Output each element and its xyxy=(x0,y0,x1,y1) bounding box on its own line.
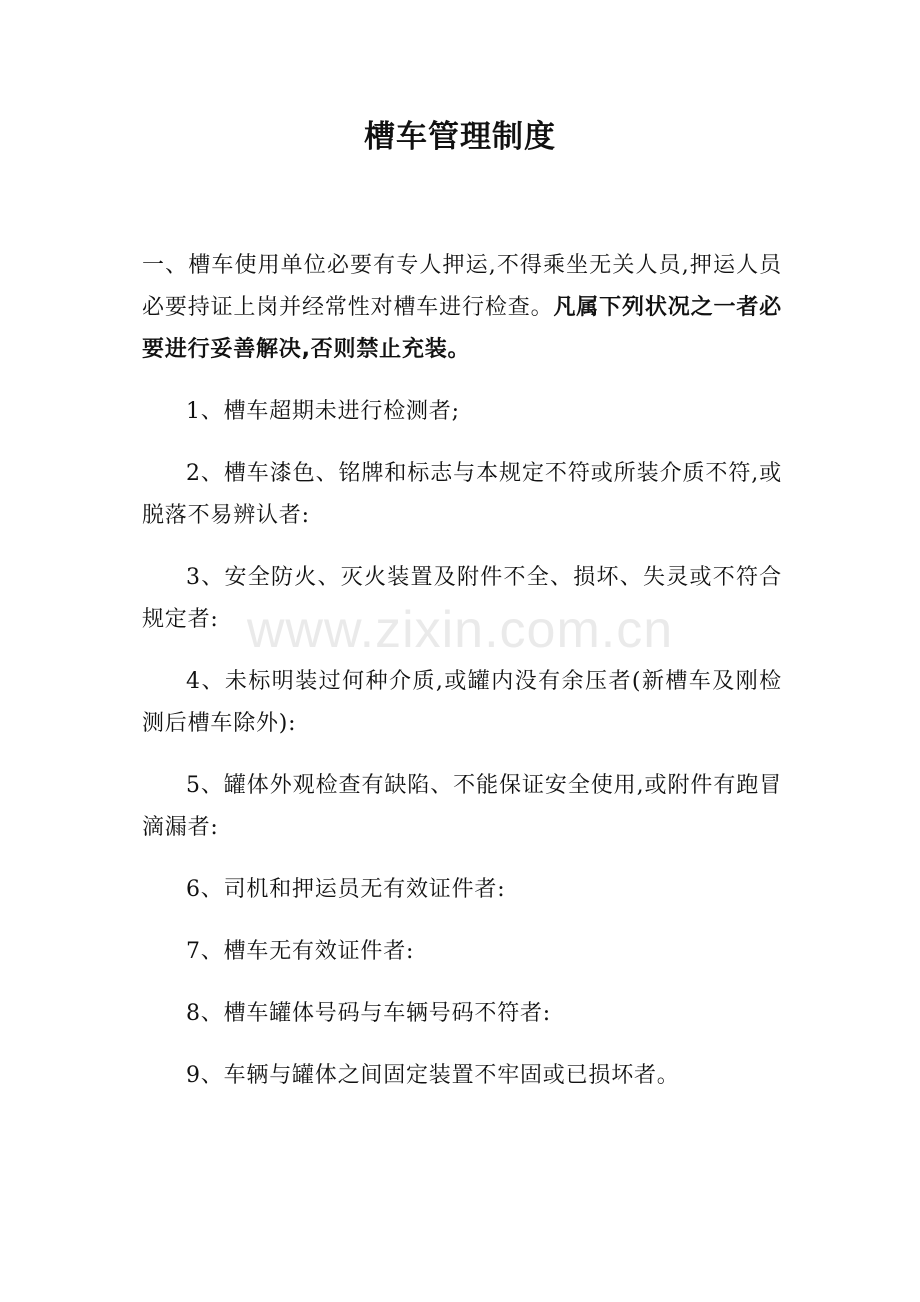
document-title: 槽车管理制度 xyxy=(364,119,556,155)
list-item-4: 4、未标明装过何种介质,或罐内没有余压者(新槽车及刚检测后槽车除外): xyxy=(142,669,782,736)
list-item-9: 9、车辆与罐体之间固定装置不牢固或已损坏者。 xyxy=(186,1063,680,1088)
list-item-8: 8、槽车罐体号码与车辆号码不符者: xyxy=(186,1001,552,1026)
document-body xyxy=(142,245,782,1117)
intro-bold-text: 凡属下列状况之一者必要进行妥善解决,否则禁止充装。 xyxy=(142,295,782,362)
intro-text: 一、槽车使用单位必要有专人押运,不得乘坐无关人员,押运人员必要持证上岗并经常性对槽车进行检查。 xyxy=(142,253,782,320)
list-item-6: 6、司机和押运员无有效证件者: xyxy=(186,877,506,902)
watermark: www.zixin.com.cn xyxy=(246,601,674,659)
list-item-2: 2、槽车漆色、铭牌和标志与本规定不符或所装介质不符,或脱落不易辨认者: xyxy=(142,461,782,528)
list-item-5: 5、罐体外观检查有缺陷、不能保证安全使用,或附件有跑冒滴漏者: xyxy=(142,773,782,840)
list-item-7: 7、槽车无有效证件者: xyxy=(186,939,415,964)
intro-paragraph xyxy=(142,245,782,371)
list-item-1: 1、槽车超期未进行检测者; xyxy=(186,399,460,424)
list-item-3: 3、安全防火、灭火装置及附件不全、损坏、失灵或不符合规定者: xyxy=(142,565,782,632)
